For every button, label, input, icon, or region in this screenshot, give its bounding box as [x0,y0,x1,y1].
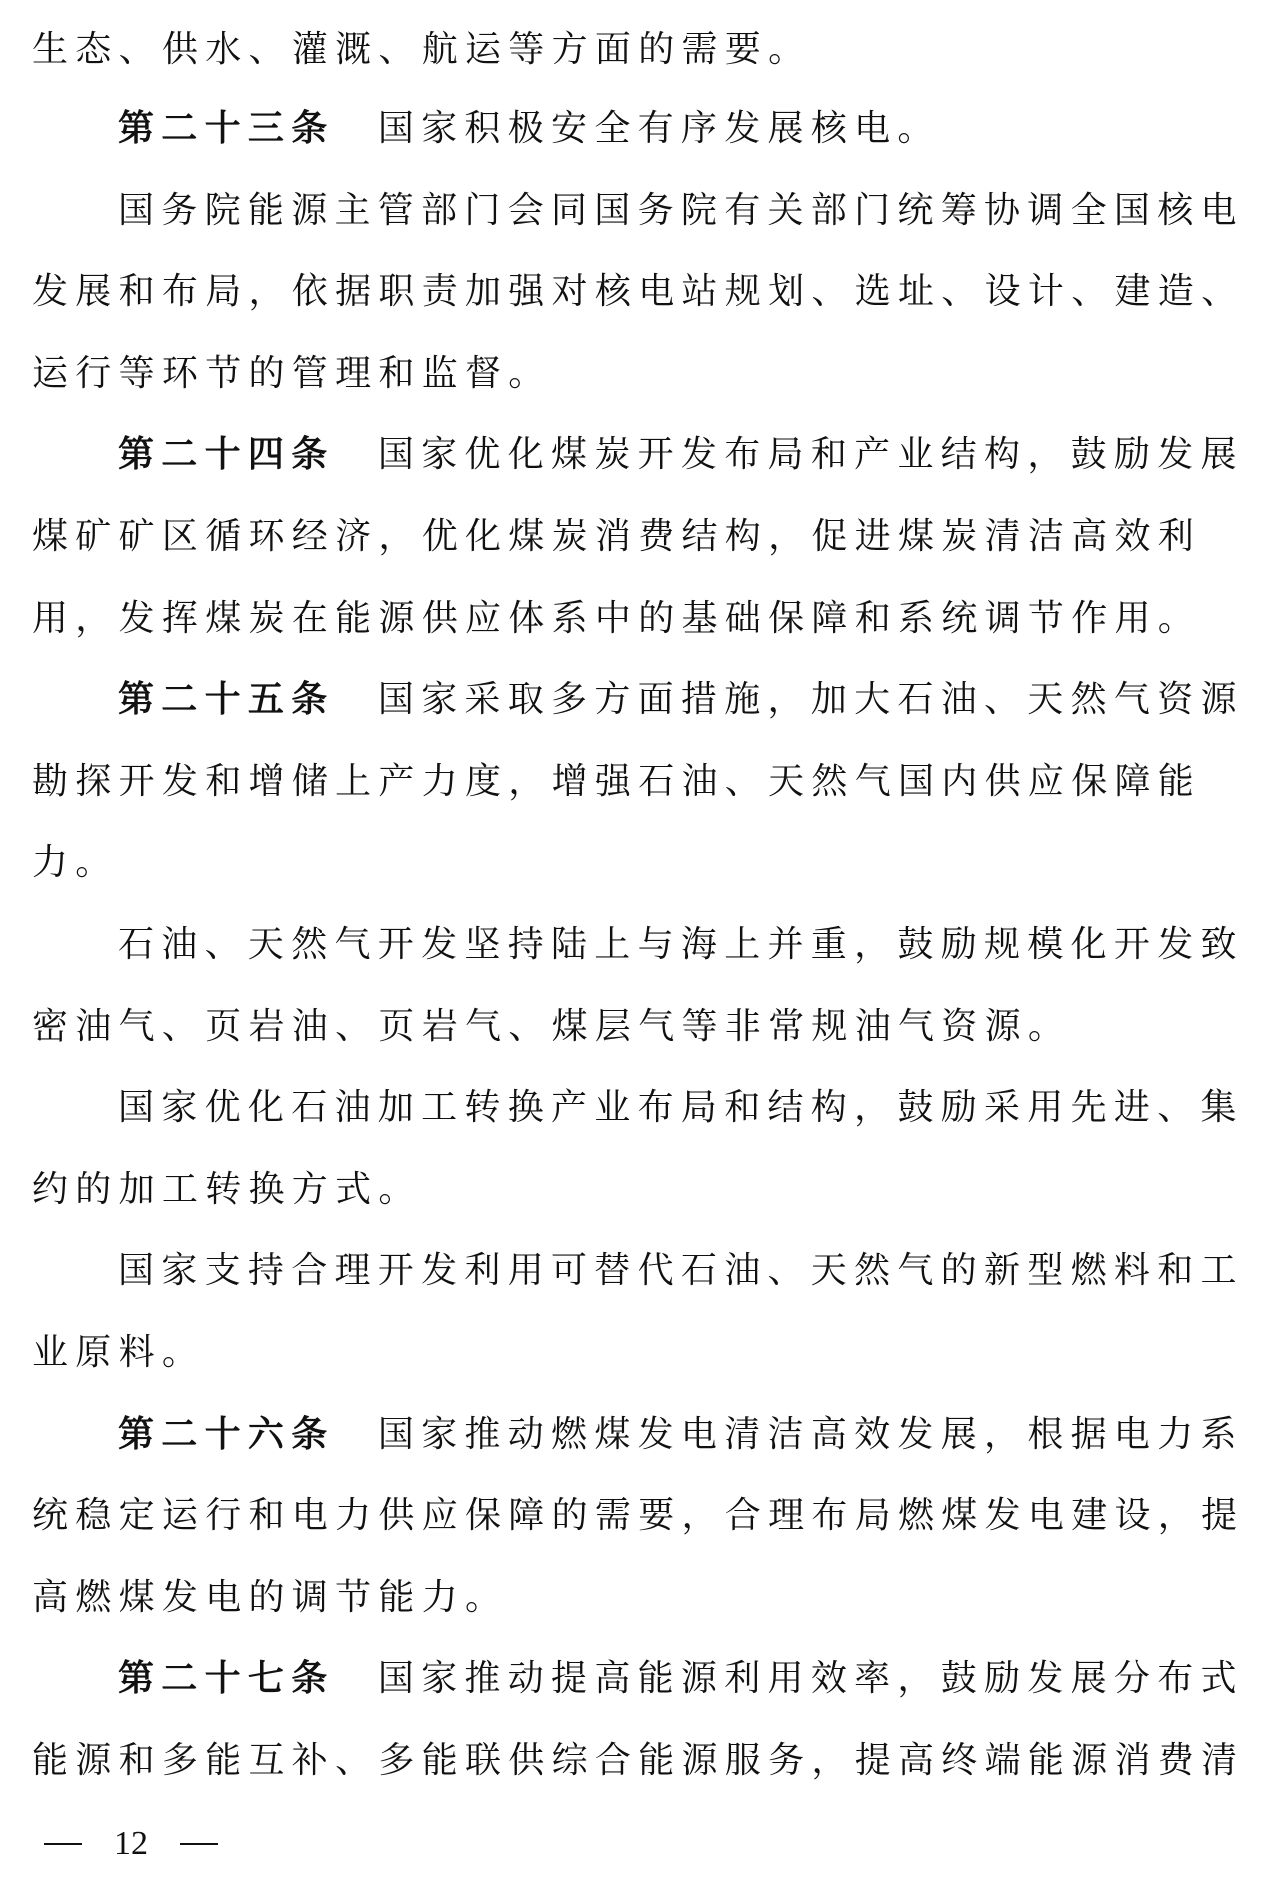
line-text: 国家采取多方面措施，加大石油、天然气资源 [377,679,1244,720]
line-text: 国家支持合理开发利用可替代石油、天然气的新型燃料和工 [118,1250,1244,1291]
text-line [32,1573,508,1623]
line-text: 石油、天然气开发坚持陆上与海上并重，鼓励规模化开发致 [118,924,1244,965]
article-heading: 第二十五条 [118,679,335,720]
text-line [32,1165,422,1215]
right-dash [180,1843,218,1845]
text-line [32,25,811,75]
article-27-line [118,1654,1244,1704]
line-text: 国家推动燃煤发电清洁高效发展，根据电力系 [377,1414,1244,1455]
left-dash [44,1843,82,1845]
line-text: 约的加工转换方式。 [32,1169,422,1210]
line-text: 国家积极安全有序发展核电。 [377,108,941,149]
article-heading: 第二十四条 [118,434,335,475]
line-text: 勘探开发和增储上产力度，增强石油、天然气国内供应保障能 [32,761,1202,802]
text-line [32,512,1201,562]
text-line [32,1328,205,1378]
line-text: 运行等环节的管理和监督。 [32,353,552,394]
text-line [32,838,119,888]
line-text: 力。 [32,842,119,883]
line-text: 高燃煤发电的调节能力。 [32,1577,509,1618]
article-heading: 第二十三条 [118,108,335,149]
text-line [32,1736,1244,1786]
line-text: 国家优化煤炭开发布局和产业结构，鼓励发展 [377,434,1244,475]
text-line [32,1491,1244,1541]
article-26-line [118,1410,1244,1460]
line-text: 煤矿矿区循环经济，优化煤炭消费结构，促进煤炭清洁高效利 [32,516,1202,557]
article-heading: 第二十七条 [118,1658,335,1699]
text-line [32,349,552,399]
text-line [32,267,1244,317]
text-line [32,1002,1071,1052]
article-25-line [118,675,1244,725]
line-text: 国家推动提高能源利用效率，鼓励发展分布式 [377,1658,1244,1699]
line-text: 国家优化石油加工转换产业布局和结构，鼓励采用先进、集 [118,1087,1244,1128]
line-text: 统稳定运行和电力供应保障的需要，合理布局燃煤发电建设，提 [32,1495,1245,1536]
text-line [118,1246,1244,1296]
text-line [118,1083,1244,1133]
text-line [118,186,1244,236]
text-line [118,920,1244,970]
article-heading: 第二十六条 [118,1414,335,1455]
text-line [32,594,1201,644]
line-text: 用，发挥煤炭在能源供应体系中的基础保障和系统调节作用。 [32,598,1202,639]
line-text: 能源和多能互补、多能联供综合能源服务，提高终端能源消费清 [32,1740,1245,1781]
line-text: 发展和布局，依据职责加强对核电站规划、选址、设计、建造、 [32,271,1245,312]
article-24-line [118,430,1244,480]
text-line [32,757,1201,807]
page-number: 12 [114,1825,148,1862]
line-text: 生态、供水、灌溉、航运等方面的需要。 [32,29,812,70]
line-text: 业原料。 [32,1332,206,1373]
article-23-line [118,104,941,154]
line-text: 国务院能源主管部门会同国务院有关部门统筹协调全国核电 [118,190,1244,231]
line-text: 密油气、页岩油、页岩气、煤层气等非常规油气资源。 [32,1006,1072,1047]
page-number-footer [44,1822,218,1866]
